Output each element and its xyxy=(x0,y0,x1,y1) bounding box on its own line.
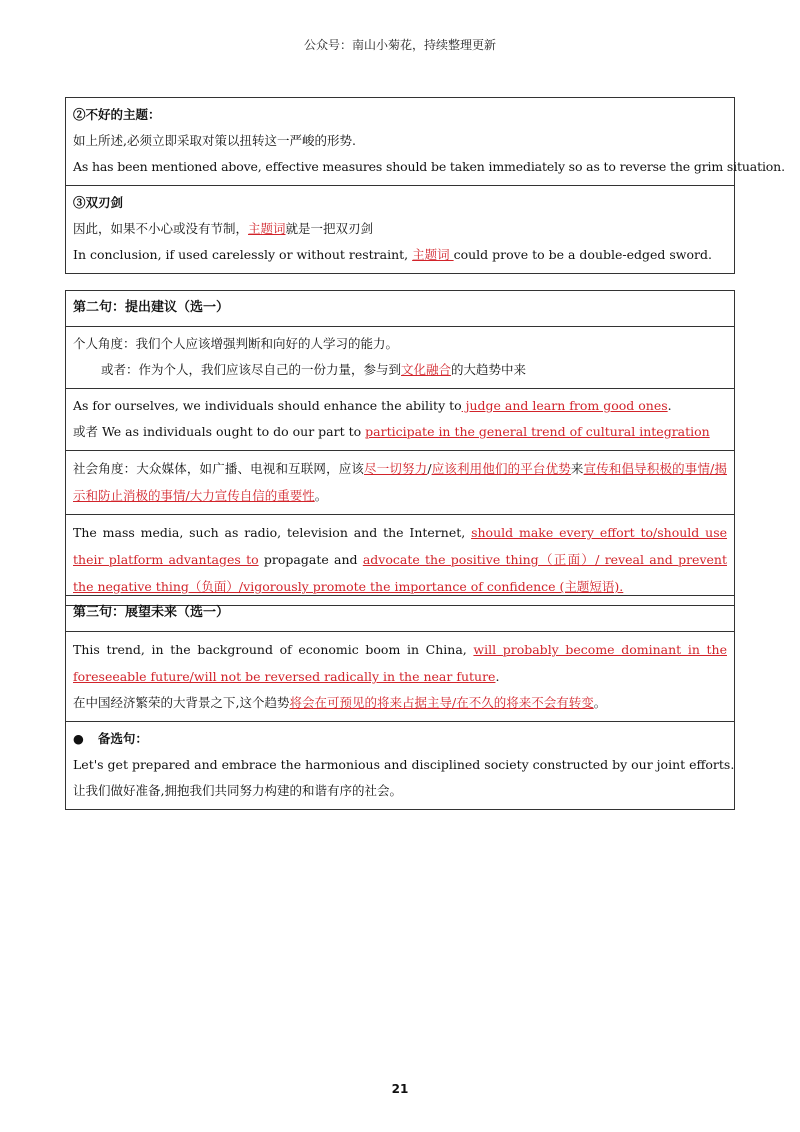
society-en-cell xyxy=(66,515,734,605)
highlight-phrase: participate in the general trend of cultural integration xyxy=(365,424,710,439)
text-span: This trend, in the background of economic boom in China, xyxy=(73,642,474,657)
page-number: 21 xyxy=(391,1082,409,1096)
alternative-chinese: 让我们做好准备,拥抱我们共同努力构建的和谐有序的社会。 xyxy=(73,783,402,798)
text-span: 备选句： xyxy=(97,731,148,746)
future-outlook-table xyxy=(65,595,735,810)
highlight-phrase: 应该利用他们的平台优势 xyxy=(431,461,571,476)
highlight-phrase: judge and learn from good ones xyxy=(461,398,668,413)
double-edged-english xyxy=(73,242,727,268)
bad-topic-title: ②不好的主题： xyxy=(73,107,161,122)
outlook-main-cell xyxy=(66,632,734,722)
personal-english-2 xyxy=(73,419,727,445)
alternative-cell xyxy=(66,722,734,809)
highlight-phrase: 文化融合 xyxy=(401,362,452,377)
text-span: propagate and xyxy=(258,552,363,567)
society-cn-cell xyxy=(66,451,734,515)
text-span: 在中国经济繁荣的大背景之下,这个趋势 xyxy=(73,695,290,710)
personal-en-cell xyxy=(66,389,734,451)
personal-english-1 xyxy=(73,393,727,419)
personal-chinese-2 xyxy=(73,357,727,383)
outlook-title-cell xyxy=(66,596,734,632)
text-span: 的大趋势中来 xyxy=(451,362,527,377)
text-span: 社会角度：大众媒体，如广播、电视和互联网，应该 xyxy=(73,461,365,476)
highlight-phrase: 宣传和倡导积极的事情/揭示和防止消极的事情/大力宣传自信的重要性 xyxy=(73,461,727,503)
text-span: 来 xyxy=(570,461,584,476)
double-edged-cell xyxy=(66,186,734,273)
text-span: . xyxy=(495,669,500,684)
double-edged-title: ③双刃剑 xyxy=(73,195,124,210)
bullet-icon: ● xyxy=(73,731,84,746)
bad-topic-chinese: 如上所述,必须立即采取对策以扭转这一严峻的形势. xyxy=(73,133,356,148)
highlight-phrase: should make every effort to/should use their platform advantages to xyxy=(73,525,728,567)
keyword-placeholder: 主题词 xyxy=(412,247,454,262)
personal-chinese-1: 个人角度：我们个人应该增强判断和向好的人学习的能力。 xyxy=(73,336,399,351)
alternative-english: Let's get prepared and embrace the harmonious and disciplined society constructed by our joint efforts. xyxy=(73,757,735,772)
highlight-phrase: 尽一切努力 xyxy=(364,461,428,476)
text-span: As for ourselves, we individuals should enhance the ability to xyxy=(73,398,462,413)
highlight-phrase: 将会在可预见的将来占据主导/在不久的将来不会有转变 xyxy=(289,695,594,710)
keyword-placeholder: 主题词 xyxy=(248,221,286,236)
bad-topic-english: As has been mentioned above, effective measures should be taken immediately so as to reverse the grim situation. xyxy=(73,159,785,174)
outlook-english xyxy=(73,636,727,690)
text-span: / xyxy=(427,461,432,476)
text-span: The mass media, such as radio, television and the Internet, xyxy=(73,525,472,540)
text-span: In conclusion, if used carelessly or without restraint, xyxy=(73,247,413,262)
alternative-title xyxy=(73,726,727,752)
society-chinese xyxy=(73,455,727,509)
text-span: could prove to be a double-edged sword. xyxy=(453,247,712,262)
text-span: 因此，如果不小心或没有节制， xyxy=(73,221,249,236)
text-span: 。 xyxy=(314,488,328,503)
highlight-phrase: advocate the positive thing（正面）/ reveal and prevent the negative thing（负面）/vigorously promote the importance of confidence (主题短语). xyxy=(73,552,727,594)
text-span: 就是一把双刃剑 xyxy=(285,221,374,236)
suggestion-title-cell xyxy=(66,291,734,327)
text-span: 或者 We as individuals ought to do our part to xyxy=(73,424,366,439)
suggestion-title: 第二句：提出建议（选一） xyxy=(73,300,230,315)
outlook-title: 第三句：展望未来（选一） xyxy=(73,605,230,620)
text-span: 。 xyxy=(593,695,607,710)
society-english xyxy=(73,519,727,600)
bad-topic-cell xyxy=(66,98,785,186)
text-span: . xyxy=(667,398,672,413)
highlight-phrase: will probably become dominant in the foreseeable future/will not be reversed radically in the near future xyxy=(73,642,727,684)
suggestion-table xyxy=(65,290,735,606)
text-span: 或者：作为个人，我们应该尽自己的一份力量，参与到 xyxy=(101,362,402,377)
conclusion-topic-table xyxy=(65,97,785,274)
personal-cn-cell xyxy=(66,327,734,389)
page-header: 公众号：南山小菊花，持续整理更新 xyxy=(303,38,496,52)
double-edged-chinese xyxy=(73,216,727,242)
outlook-chinese xyxy=(73,690,727,716)
